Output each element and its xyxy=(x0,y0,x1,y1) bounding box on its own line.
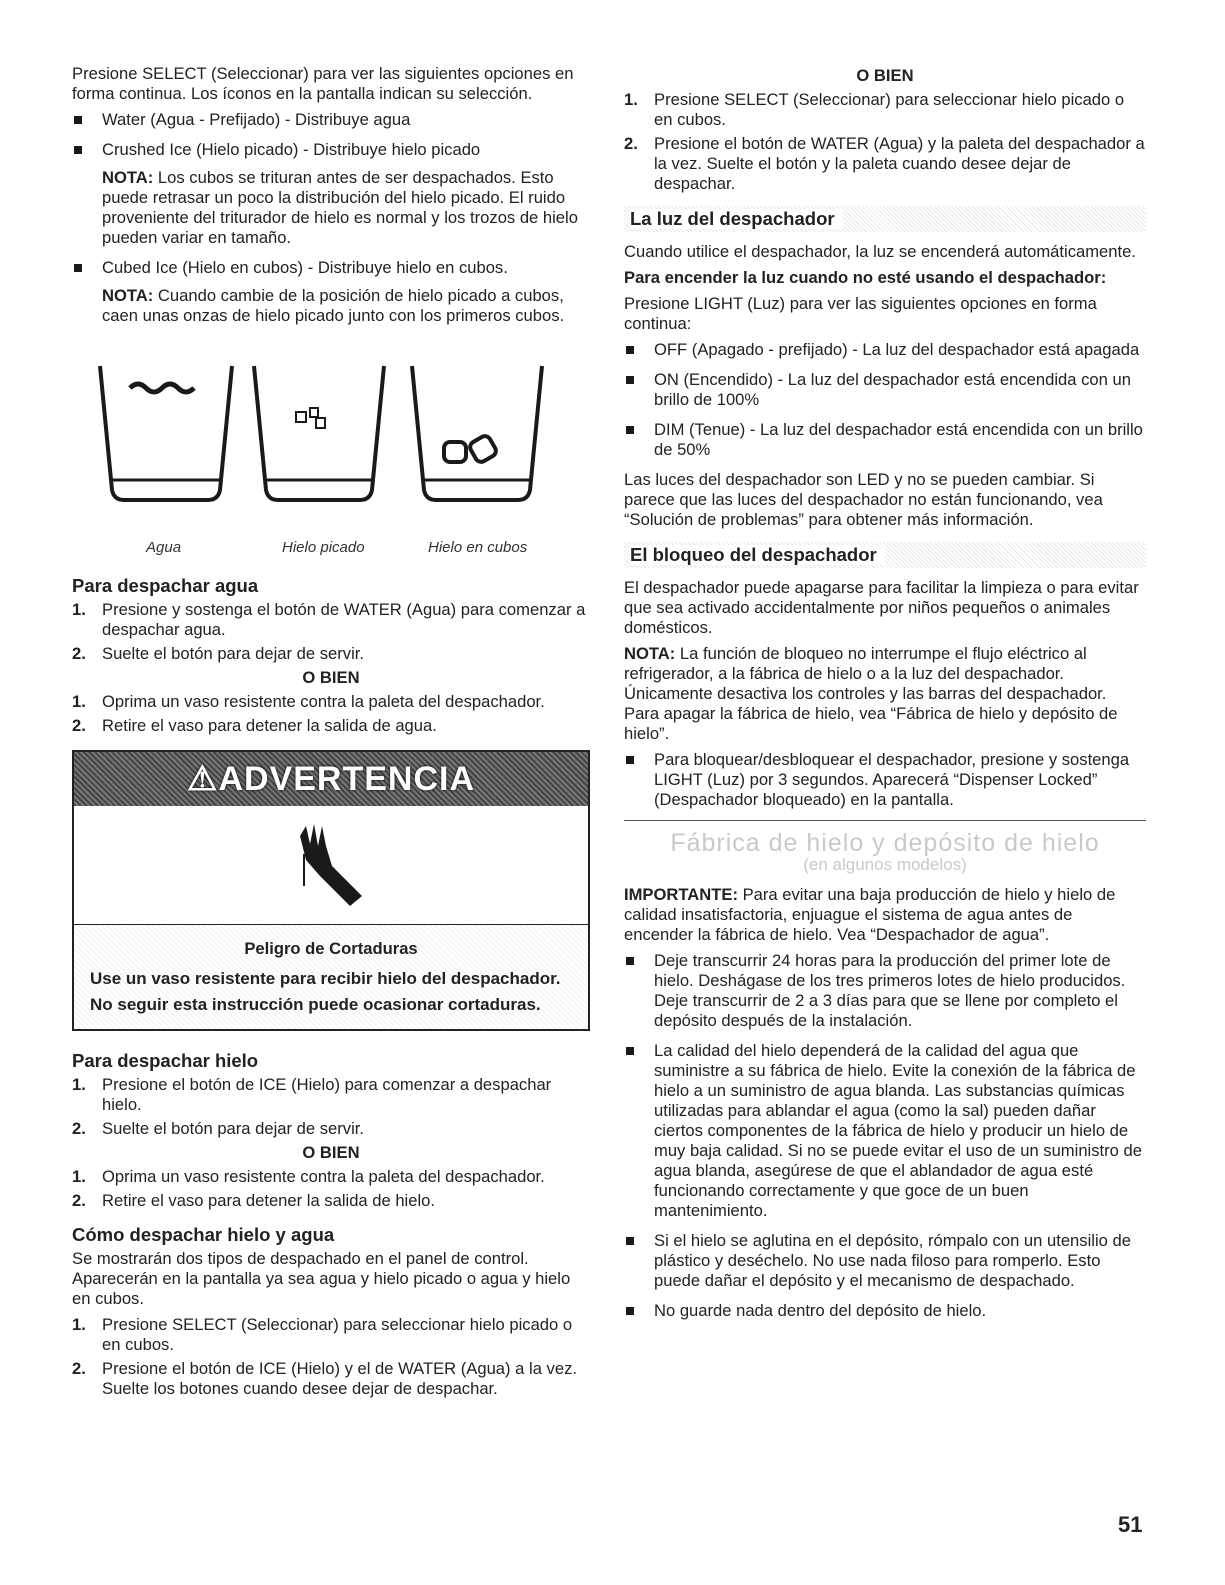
right-step-1: 1. Presione SELECT (Seleccionar) para seleccionar hielo picado o en cubos. xyxy=(624,90,1125,129)
water-step-2: 2. Suelte el botón para dejar de servir. xyxy=(72,644,364,663)
fab-bullet-2: La calidad del hielo dependerá de la calidad del agua que suministre a su fábrica de hielo. Evite la conexión de la fábrica de hielo a un suministro de agua blanda. Las substancias químicas utilizadas para ablandar el agua (como la sal) pueden dañar ciertos componentes de la fábrica de hielo y producir un hielo de muy baja calidad. Si no se puede evitar el uso de un suministro de agua blanda, asegúrese de que el ablandador de agua esté funcionando correctamente y que goce de un buen mantenimiento. xyxy=(624,1041,1146,1221)
cut-hazard-icon xyxy=(74,806,588,925)
ice-title: Para despachar hielo xyxy=(72,1050,259,1071)
page-number: 51 xyxy=(1118,1512,1143,1537)
ice-alt-step-2: 2. Retire el vaso para detener la salida de hielo. xyxy=(72,1191,436,1210)
note-label: NOTA: xyxy=(102,286,154,305)
fab-subtitle: (en algunos modelos) xyxy=(803,855,967,874)
fab-important xyxy=(624,885,1146,945)
lock-note xyxy=(624,644,1146,744)
caption-agua: Agua xyxy=(146,539,182,556)
warning-box xyxy=(72,750,590,1031)
warning-body xyxy=(74,925,588,1029)
warning-line-1: Use un vaso resistente para recibir hielo del despachador. xyxy=(90,969,561,988)
lock-bullet: Para bloquear/desbloquear el despachador, presione y sostenga LIGHT (Luz) por 3 segundos. Aparecerá “Dispenser Locked” (Despachador bloqueado) en la pantalla. xyxy=(624,750,1146,810)
warning-line-2: No seguir esta instrucción puede ocasionar cortaduras. xyxy=(90,995,541,1014)
or-label: O BIEN xyxy=(302,1143,360,1162)
step-text: Oprima un vaso resistente contra la paleta del despachador. xyxy=(102,1167,545,1186)
both-intro: Se mostrarán dos tipos de despachado en el panel de control. Aparecerán en la pantalla ya sea agua y hielo picado o agua y hielo en cubos. xyxy=(72,1249,571,1308)
section-band-light xyxy=(624,206,1146,232)
step-text: Retire el vaso para detener la salida de hielo. xyxy=(102,1191,436,1210)
cup-illustration xyxy=(72,350,590,562)
bullet-cubed: Cubed Ice (Hielo en cubos) - Distribuye hielo en cubos. xyxy=(72,258,590,278)
or-label: O BIEN xyxy=(856,66,914,85)
lock-intro: El despachador puede apagarse para facilitar la limpieza o para evitar que sea activado accidentalmente por niños pequeños o animales domésticos. xyxy=(624,578,1139,637)
ice-step-2: 2. Suelte el botón para dejar de servir. xyxy=(72,1119,364,1138)
warning-danger: Peligro de Cortaduras xyxy=(244,939,418,958)
note-text: La función de bloqueo no interrumpe el flujo eléctrico al refrigerador, a la fábrica de hielo o a la luz del despachador. Únicamente desactiva los controles y las barras del despachador. Para apagar la fábrica de hielo, vea “Fábrica de hielo y depósito de hielo”. xyxy=(624,644,1118,743)
light-title: La luz del despachador xyxy=(630,209,843,229)
note-crushed xyxy=(72,168,590,248)
water-step-1: 1. Presione y sostenga el botón de WATER (Agua) para comenzar a despachar agua. xyxy=(72,600,586,639)
fab-bullet-3: Si el hielo se aglutina en el depósito, rómpalo con un utensilio de plástico y deséchelo. No use nada filoso para romperlo. Esto puede dañar el depósito y el mecanismo de despachado. xyxy=(624,1231,1146,1291)
step-text: Suelte el botón para dejar de servir. xyxy=(102,644,364,663)
bullet-water: Water (Agua - Prefijado) - Distribuye agua xyxy=(72,110,590,130)
note-text: Los cubos se trituran antes de ser despachados. Esto puede retrasar un poco la distribución del hielo picado. El ruido proveniente del triturador de hielo es normal y los trozos de hielo pueden variar en tamaño. xyxy=(102,168,578,247)
water-alt-step-1: 1. Oprima un vaso resistente contra la paleta del despachador. xyxy=(72,692,545,711)
step-text: Presione SELECT (Seleccionar) para seleccionar hielo picado o en cubos. xyxy=(654,90,1125,129)
bullet-crushed: Crushed Ice (Hielo picado) - Distribuye hielo picado xyxy=(72,140,590,160)
caption-picado: Hielo picado xyxy=(282,539,365,556)
step-text: Presione SELECT (Seleccionar) para seleccionar hielo picado o en cubos. xyxy=(102,1315,573,1354)
light-intro: Cuando utilice el despachador, la luz se encenderá automáticamente. xyxy=(624,242,1136,261)
water-alt-step-2: 2. Retire el vaso para detener la salida de agua. xyxy=(72,716,437,735)
important-text: Para evitar una baja producción de hielo y hielo de calidad insatisfactoria, enjuague el sistema de agua antes de encender la fábrica de hielo. Vea “Despachador de agua”. xyxy=(624,885,1116,944)
light-bullet-on: ON (Encendido) - La luz del despachador está encendida con un brillo de 100% xyxy=(624,370,1146,410)
light-outro: Las luces del despachador son LED y no se pueden cambiar. Si parece que las luces del despachador no están funcionando, vea “Solución de problemas” para obtener más información. xyxy=(624,470,1103,529)
note-label: NOTA: xyxy=(624,644,676,663)
light-bold: Para encender la luz cuando no esté usando el despachador: xyxy=(624,268,1107,287)
section-band-lock xyxy=(624,542,1146,568)
intro-paragraph: Presione SELECT (Seleccionar) para ver las siguientes opciones en forma continua. Los íconos en la pantalla indican su selección. xyxy=(72,64,574,103)
note-text: Cuando cambie de la posición de hielo picado a cubos, caen unas onzas de hielo picado junto con los primeros cubos. xyxy=(102,286,565,325)
caption-cubos: Hielo en cubos xyxy=(428,539,528,556)
fab-bullet-1: Deje transcurrir 24 horas para la producción del primer lote de hielo. Deshágase de los tres primeros lotes de hielo producidos. Deje transcurrir de 2 a 3 días para que se llene por completo el depósito después de la instalación. xyxy=(624,951,1146,1031)
both-step-1: 1. Presione SELECT (Seleccionar) para seleccionar hielo picado o en cubos. xyxy=(72,1315,573,1354)
step-text: Presione el botón de ICE (Hielo) y el de WATER (Agua) a la vez. Suelte los botones cuando desee dejar de despachar. xyxy=(102,1359,577,1398)
cups-image xyxy=(72,350,590,540)
right-step-2: 2. Presione el botón de WATER (Agua) y la paleta del despachador a la vez. Suelte el botón y la paleta cuando desee dejar de despachar. xyxy=(624,134,1145,193)
step-text: Presione y sostenga el botón de WATER (Agua) para comenzar a despachar agua. xyxy=(102,600,586,639)
divider xyxy=(624,820,1146,821)
ice-alt-step-1: 1. Oprima un vaso resistente contra la paleta del despachador. xyxy=(72,1167,545,1186)
or-label: O BIEN xyxy=(302,668,360,687)
warning-header xyxy=(74,752,588,806)
fab-bullet-4: No guarde nada dentro del depósito de hielo. xyxy=(624,1301,1146,1321)
step-text: Presione el botón de WATER (Agua) y la paleta del despachador a la vez. Suelte el botón y la paleta cuando desee dejar de despachar. xyxy=(654,134,1145,193)
hand-icon xyxy=(280,816,380,916)
left-column xyxy=(72,64,590,1403)
ice-step-1: 1. Presione el botón de ICE (Hielo) para comenzar a despachar hielo. xyxy=(72,1075,552,1114)
light-bullet-dim: DIM (Tenue) - La luz del despachador está encendida con un brillo de 50% xyxy=(624,420,1146,460)
warning-triangle-icon: ⚠ xyxy=(186,760,219,798)
both-step-2: 2. Presione el botón de ICE (Hielo) y el de WATER (Agua) a la vez. Suelte los botones cuando desee dejar de despachar. xyxy=(72,1359,577,1398)
lock-title: El bloqueo del despachador xyxy=(630,545,885,565)
important-label: IMPORTANTE: xyxy=(624,885,738,904)
note-label: NOTA: xyxy=(102,168,154,187)
step-text: Presione el botón de ICE (Hielo) para comenzar a despachar hielo. xyxy=(102,1075,552,1114)
fab-title: Fábrica de hielo y depósito de hielo xyxy=(670,829,1100,857)
note-cubed xyxy=(72,286,590,326)
light-p2: Presione LIGHT (Luz) para ver las siguientes opciones en forma continua: xyxy=(624,294,1097,333)
step-text: Suelte el botón para dejar de servir. xyxy=(102,1119,364,1138)
step-text: Retire el vaso para detener la salida de agua. xyxy=(102,716,437,735)
step-text: Oprima un vaso resistente contra la paleta del despachador. xyxy=(102,692,545,711)
right-column xyxy=(624,64,1146,1331)
both-title: Cómo despachar hielo y agua xyxy=(72,1224,335,1245)
water-title: Para despachar agua xyxy=(72,575,259,596)
light-bullet-off: OFF (Apagado - prefijado) - La luz del despachador está apagada xyxy=(624,340,1146,360)
warning-title: ADVERTENCIA xyxy=(218,760,476,798)
